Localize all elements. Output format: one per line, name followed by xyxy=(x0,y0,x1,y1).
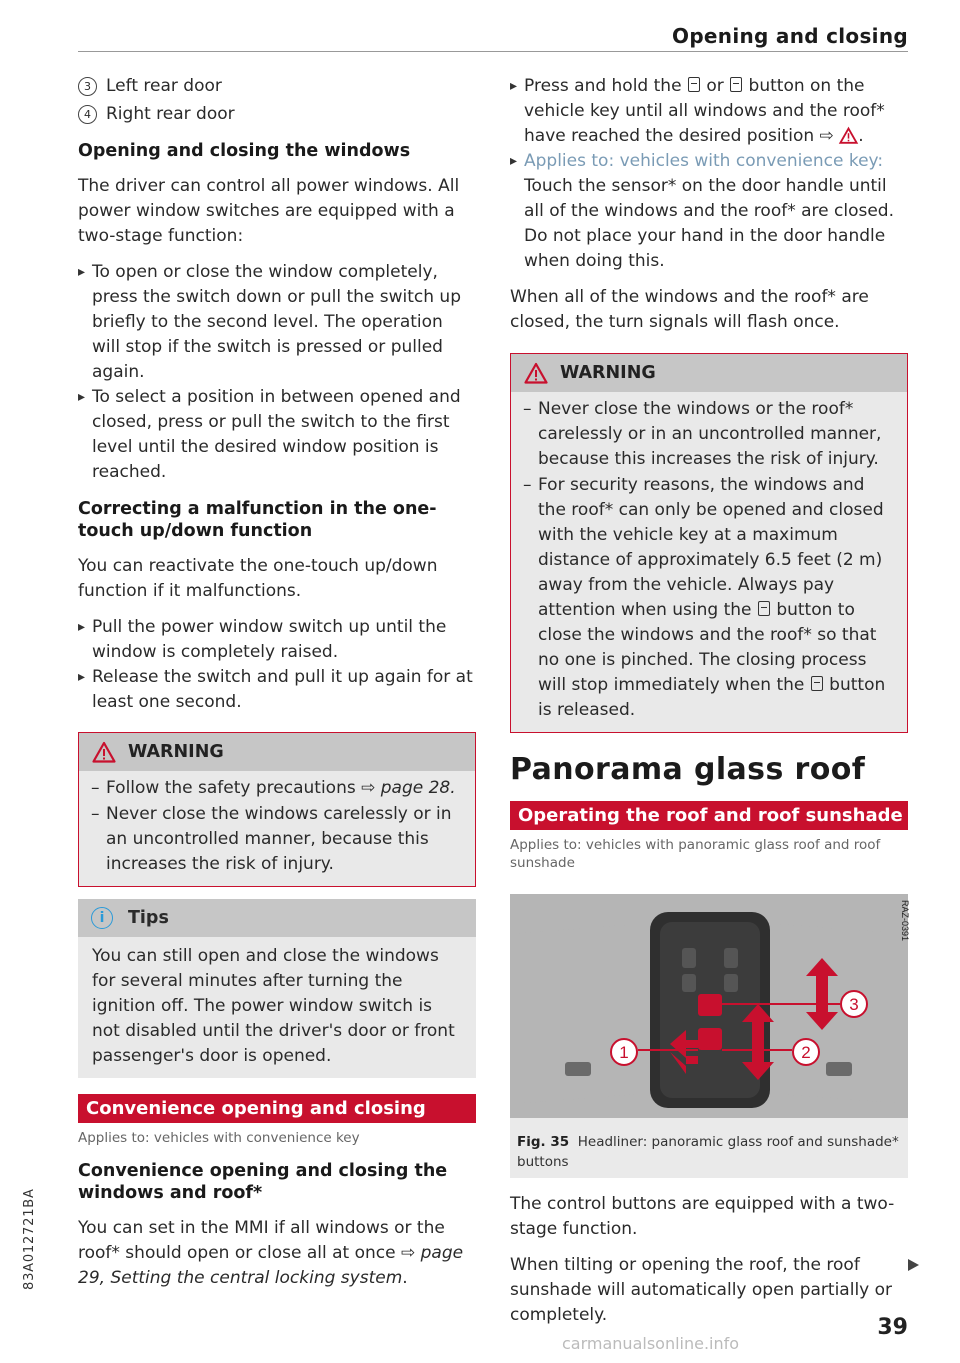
tips-text: You can still open and close the windows for several minutes after turning the ignition off. The power window switch is not disabled until the driver's door or front passenger's door is opened. xyxy=(78,937,476,1078)
page-link[interactable]: ⇨ page 29, Setting the central locking system xyxy=(78,1243,464,1288)
list-item: ▸ To open or close the window completely, press the switch down or pull the switch up briefly to the second level. The operation will stop if the switch is pressed or pulled again. xyxy=(78,260,476,385)
bullet-list xyxy=(78,260,476,485)
applies-to-note: Applies to: vehicles with panoramic glass roof and roof sunshade xyxy=(510,837,881,871)
heading-convenience: Convenience opening and closing the windows and roof* xyxy=(78,1161,448,1203)
paragraph: When all of the windows and the roof* are closed, the turn signals will flash once. xyxy=(510,287,869,332)
warning-header xyxy=(511,354,907,392)
warning-box xyxy=(78,732,476,887)
list-item: ▸ Release the switch and pull it up again for at least one second. xyxy=(78,665,476,715)
warning-title: WARNING xyxy=(128,741,224,762)
header-rule xyxy=(78,51,908,52)
paragraph: You can reactivate the one-touch up/down function if it malfunctions. xyxy=(78,556,438,601)
list-item-right-rear-door: 4 Right rear door xyxy=(78,102,476,127)
callout-3: 3 xyxy=(849,995,859,1014)
page-number: 39 xyxy=(877,1315,908,1340)
unlock-button-icon xyxy=(730,77,742,92)
tips-title: Tips xyxy=(128,907,169,928)
figure-caption: Fig. 35 Headliner: panoramic glass roof and sunshade* buttons xyxy=(517,1134,899,1170)
tips-header xyxy=(78,899,476,937)
tips-box xyxy=(78,899,476,1078)
lock-button-icon xyxy=(811,676,823,691)
left-column xyxy=(78,74,476,1302)
list-item: – Never close the windows or the roof* carelessly or in an uncontrolled manner, because this increases the risk of injury. xyxy=(511,397,893,472)
applies-to-note: Applies to: vehicles with convenience key xyxy=(78,1130,360,1146)
section-bar-roof: Operating the roof and roof sunshade xyxy=(510,801,908,830)
warning-triangle-icon xyxy=(524,362,548,384)
continue-arrow-icon xyxy=(906,1258,920,1272)
figure-35 xyxy=(510,894,908,1178)
warning-title: WARNING xyxy=(560,362,656,383)
section-bar-convenience: Convenience opening and closing xyxy=(78,1094,476,1123)
list-item: ▸ To select a position in between opened and closed, press or pull the switch to the first level until the desired window position is reached. xyxy=(78,385,476,485)
callout-1: 1 xyxy=(619,1043,629,1062)
lock-button-icon xyxy=(758,601,770,616)
warning-triangle-icon xyxy=(839,127,858,144)
right-column xyxy=(510,74,908,1339)
watermark: carmanualsonline.info xyxy=(562,1334,740,1353)
list-item: – Follow the safety precautions ⇨ page 28. xyxy=(79,776,461,801)
document-code: 83A012721BA xyxy=(22,1188,37,1290)
circled-number: 4 xyxy=(78,105,97,124)
list-item-left-rear-door: 3 Left rear door xyxy=(78,74,476,99)
heading-malfunction: Correcting a malfunction in the one-touch up/down function xyxy=(78,499,437,541)
running-header-title: Opening and closing xyxy=(672,24,908,48)
paragraph: You can set in the MMI if all windows or the roof* should open or close all at once ⇨ page 29, Setting the central locking system. xyxy=(78,1218,464,1288)
callout-2: 2 xyxy=(801,1043,811,1062)
applies-to-note: Applies to: vehicles with convenience key: xyxy=(524,151,884,171)
list-item: ▸ Applies to: vehicles with convenience key: Touch the sensor* on the door handle until all of the windows and the roof* are closed. Do not place your hand in the door handle when doing this. xyxy=(510,149,908,274)
lock-button-icon xyxy=(688,77,700,92)
roof-control-illustration xyxy=(510,894,908,1118)
list-item: ▸ Pull the power window switch up until the window is completely raised. xyxy=(78,615,476,665)
sunshade-button xyxy=(698,994,722,1016)
list-item: – For security reasons, the windows and the roof* can only be opened and closed with the vehicle key at a maximum distance of approximately 6.5 feet (2 m) away from the vehicle. Always pay attention when using the button to close the windows and the roof* so that no one is pinched. The closing process will stop immediately when the button is released. xyxy=(511,473,893,723)
circled-number: 3 xyxy=(78,77,97,96)
warning-box xyxy=(510,353,908,733)
paragraph: The control buttons are equipped with a two-stage function. xyxy=(510,1194,895,1239)
bullet-list xyxy=(510,74,908,274)
warning-triangle-icon xyxy=(92,741,116,763)
list-item: – Never close the windows carelessly or in an uncontrolled manner, because this increases the risk of injury. xyxy=(79,802,461,877)
page-link[interactable]: ⇨ page 28. xyxy=(361,778,456,798)
paragraph: The driver can control all power windows. All power window switches are equipped with a two-stage function: xyxy=(78,176,460,246)
figure-label: Fig. 35 xyxy=(517,1134,570,1150)
heading-opening-closing-windows: Opening and closing the windows xyxy=(78,141,411,161)
roof-button xyxy=(698,1028,722,1050)
list-item: ▸ Press and hold the or button on the vehicle key until all windows and the roof* have reached the desired position ⇨ . xyxy=(510,74,908,149)
paragraph: When tilting or opening the roof, the roof sunshade will automatically open partially or completely. xyxy=(510,1255,893,1325)
bullet-list xyxy=(78,615,476,715)
warning-header xyxy=(79,733,475,771)
chapter-heading: Panorama glass roof xyxy=(510,752,866,787)
figure-code: RAZ-0391 xyxy=(900,900,910,942)
info-icon: i xyxy=(91,907,113,929)
